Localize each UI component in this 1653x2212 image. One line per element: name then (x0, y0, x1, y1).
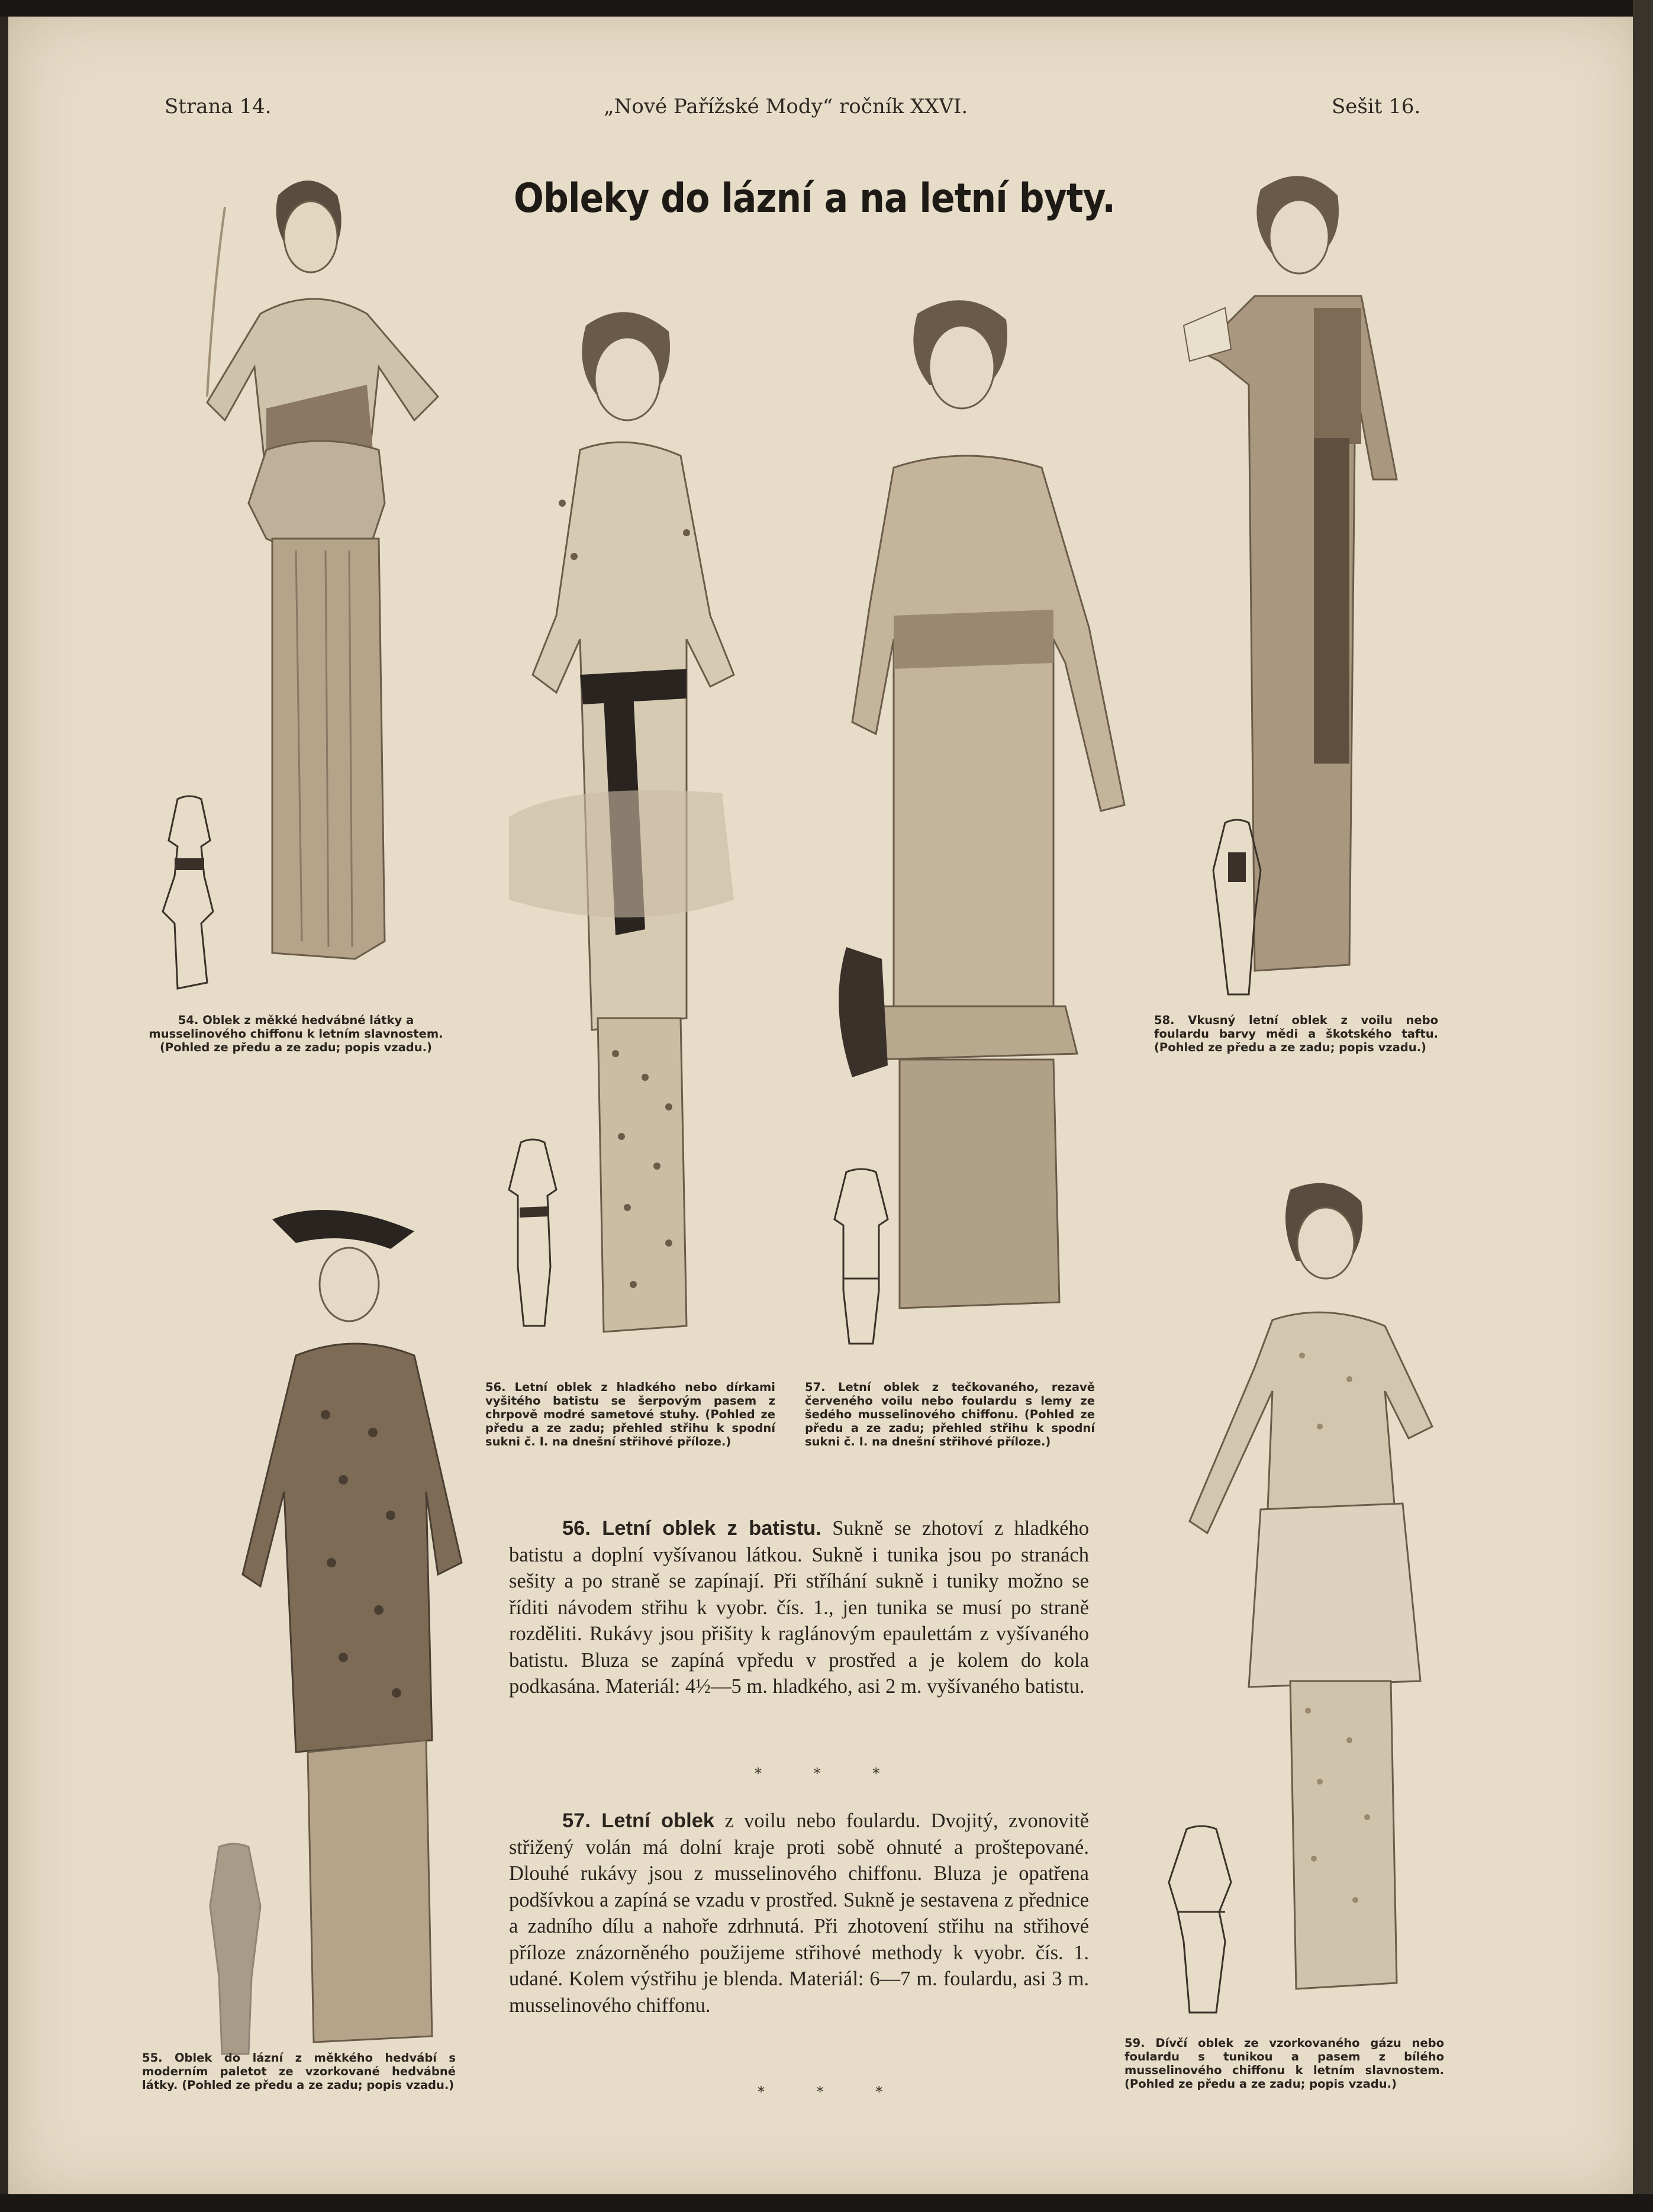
back-view-sketch-59 (1160, 1823, 1243, 2018)
page-title: Obleky do lázní a na letní byty. (514, 175, 1116, 222)
article-56-text: Sukně se zhotoví z hladkého batistu a doplní vyšívanou látkou. Sukně i tunika jsou po stranách sešity a po straně se zapínají. Při stříhání sukně i tuniky možno se říditi návodem střihu k vyobr. čís. 1., jen tunika se musí po straně rozděliti. Rukávy jsou přišity k raglánovým epaulettám z vyšívaného batistu. Bluza se zapíná vpředu v prostřed a je kolem do kola podkasána. Materiál: 4½—5 m. hladkého, asi 2 m. vyšívaného batistu. (509, 1517, 1089, 1698)
article-56 (509, 1515, 1089, 1700)
scan-border-left (0, 0, 8, 2212)
caption-57: 57. Letní oblek z tečkovaného, rezavě červeného voilu nebo foulardu s lemy ze šedého musselinového chiffonu. (Pohled ze předu a ze zadu; přehled střihu k spodní sukni č. I. na dnešní střihové příloze.) (805, 1380, 1095, 1448)
caption-54: 54. Oblek z měkké hedvábné látky a musselinového chiffonu k letním slavnostem. (Pohled ze předu a ze zadu; popis vzadu.) (149, 1013, 443, 1054)
back-view-sketch-55 (195, 1841, 272, 2060)
back-view-sketch-57 (823, 1166, 900, 1350)
caption-55: 55. Oblek do lázní z měkkého hedvábí s moderním paletot ze vzorkované hedvábné látky. (Pohled ze předu a ze zadu; popis vzadu.) (142, 2051, 456, 2092)
caption-56: 56. Letní oblek z hladkého nebo dírkami vyšitého batistu se šerpovým pasem z chrpově modré sametové stuhy. (Pohled ze předu a ze zadu; přehled střihu k spodní sukni č. I. na dnešní střihové příloze.) (485, 1380, 775, 1448)
fashion-illustration-55 (237, 1208, 497, 2060)
article-57 (509, 1808, 1089, 2018)
issue-number: Sešit 16. (1332, 95, 1421, 118)
caption-58: 58. Vkusný letní oblek z voilu nebo foulardu barvy mědi a škotského taftu. (Pohled ze předu a ze zadu; popis vzadu.) (1154, 1013, 1438, 1054)
scan-border-top (0, 0, 1653, 17)
scan-border-right (1633, 0, 1653, 2212)
article-57-text: z voilu nebo foulardu. Dvojitý, zvonovitě střižený volán má dolní kraje proti sobě ohnuté a proštepované. Dlouhé rukávy jsou z musselinového chiffonu. Bluza je opatřena podšívkou a zapíná se vzadu v prostřed. Sukně je sestavena z přednice a zadního dílu a nahoře zdrhnutá. Při zhotovení střihu na střihové příloze znázorněného použijeme střihové methody k vyobr. čís. 1. udané. Kolem výstřihu je blenda. Materiál: 6—7 m. foulardu, asi 3 m. musselinového chiffonu. (509, 1809, 1089, 2017)
back-view-sketch-58 (1201, 817, 1272, 1000)
page-number: Strana 14. (165, 95, 272, 118)
article-57-heading: 57. Letní oblek (562, 1809, 715, 1832)
running-title: „Nové Pařížské Mody“ ročník XXVI. (604, 95, 968, 118)
end-ornament: * * * (758, 2084, 907, 2100)
article-56-heading: 56. Letní oblek z batistu. (562, 1517, 821, 1540)
scan-border-bottom (0, 2194, 1653, 2212)
fashion-illustration-54 (189, 172, 521, 994)
caption-59: 59. Dívčí oblek ze vzorkovaného gázu nebo foulardu s tunikou a pasem z bílého musselinového chiffonu k letním slavnostem. (Pohled ze předu a ze zadu; popis vzadu.) (1124, 2036, 1444, 2091)
back-view-sketch-56 (497, 1136, 568, 1332)
section-ornament: * * * (755, 1765, 904, 1782)
back-view-sketch-54 (154, 793, 225, 994)
